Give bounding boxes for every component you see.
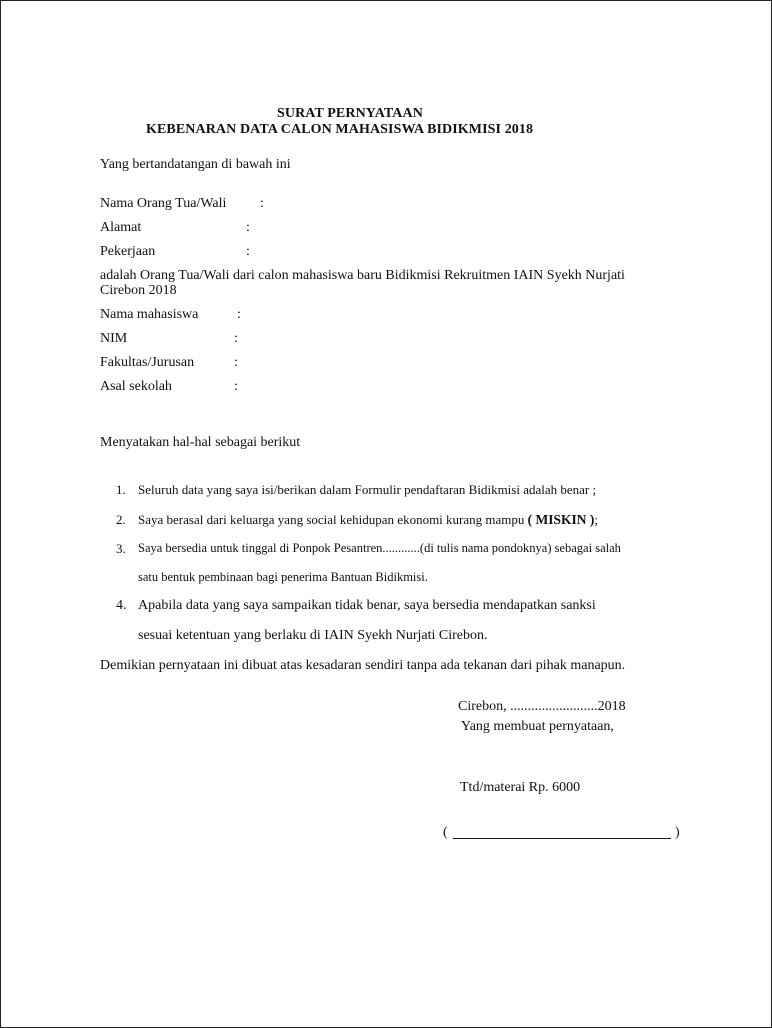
stamp-note: Ttd/materai Rp. 6000: [460, 780, 581, 795]
field-colon: :: [246, 220, 250, 235]
list-item-text-continued: sesuai ketentuan yang berlaku di IAIN Syekh Nurjati Cirebon.: [138, 628, 488, 643]
list-item-text: Saya bersedia untuk tinggal di Ponpok Pesantren............(di tulis nama pondoknya) sebagai salah: [138, 541, 621, 555]
list-item-number: 1.: [116, 482, 126, 497]
field-colon: :: [234, 355, 238, 370]
list-item-text: [138, 512, 598, 528]
list-item-number: 2.: [116, 512, 126, 527]
field-label-occupation: Pekerjaan: [100, 244, 156, 259]
list-item-text-continued: satu bentuk pembinaan bagi penerima Bantuan Bidikmisi.: [138, 570, 428, 584]
signature-close-paren: ): [675, 825, 680, 840]
field-colon: :: [237, 307, 241, 322]
list-item-text: Seluruh data yang saya isi/berikan dalam Formulir pendaftaran Bidikmisi adalah benar ;: [138, 482, 597, 497]
list-item-text-part: Saya berasal dari keluarga yang social kehidupan ekonomi kurang mampu: [138, 512, 525, 527]
list-item-number: 4.: [116, 598, 127, 613]
field-colon: :: [234, 379, 238, 394]
signature-line: [453, 838, 671, 839]
document-subtitle: KEBENARAN DATA CALON MAHASISWA BIDIKMISI 2018: [146, 122, 534, 137]
field-colon: :: [234, 331, 238, 346]
field-label-faculty: Fakultas/Jurusan: [100, 355, 195, 370]
signer-label: Yang membuat pernyataan,: [461, 719, 614, 734]
field-label-address: Alamat: [100, 220, 142, 235]
signature-open-paren: (: [443, 825, 448, 840]
field-label-parent-name: Nama Orang Tua/Wali: [100, 196, 227, 211]
list-item-text: Apabila data yang saya sampaikan tidak benar, saya bersedia mendapatkan sanksi: [138, 598, 596, 613]
document-title: SURAT PERNYATAAN: [277, 106, 423, 121]
statement-paragraph: adalah Orang Tua/Wali dari calon mahasiswa baru Bidikmisi Rekruitmen IAIN Syekh Nurjati Cirebon 2018: [100, 268, 625, 298]
field-colon: :: [260, 196, 264, 211]
field-label-nim: NIM: [100, 331, 128, 346]
field-label-student-name: Nama mahasiswa: [100, 307, 199, 322]
field-colon: :: [246, 244, 250, 259]
field-label-school: Asal sekolah: [100, 379, 172, 394]
list-item-text-part: ;: [594, 512, 599, 527]
place-date: Cirebon, .........................2018: [458, 699, 626, 714]
list-item-bold-text: ( MISKIN ): [527, 512, 595, 527]
closing-text: Demikian pernyataan ini dibuat atas kesadaran sendiri tanpa ada tekanan dari pihak manapun.: [100, 658, 626, 673]
declaration-intro: Menyatakan hal-hal sebagai berikut: [100, 435, 301, 450]
list-item-number: 3.: [116, 541, 126, 556]
intro-text: Yang bertandatangan di bawah ini: [100, 157, 291, 172]
